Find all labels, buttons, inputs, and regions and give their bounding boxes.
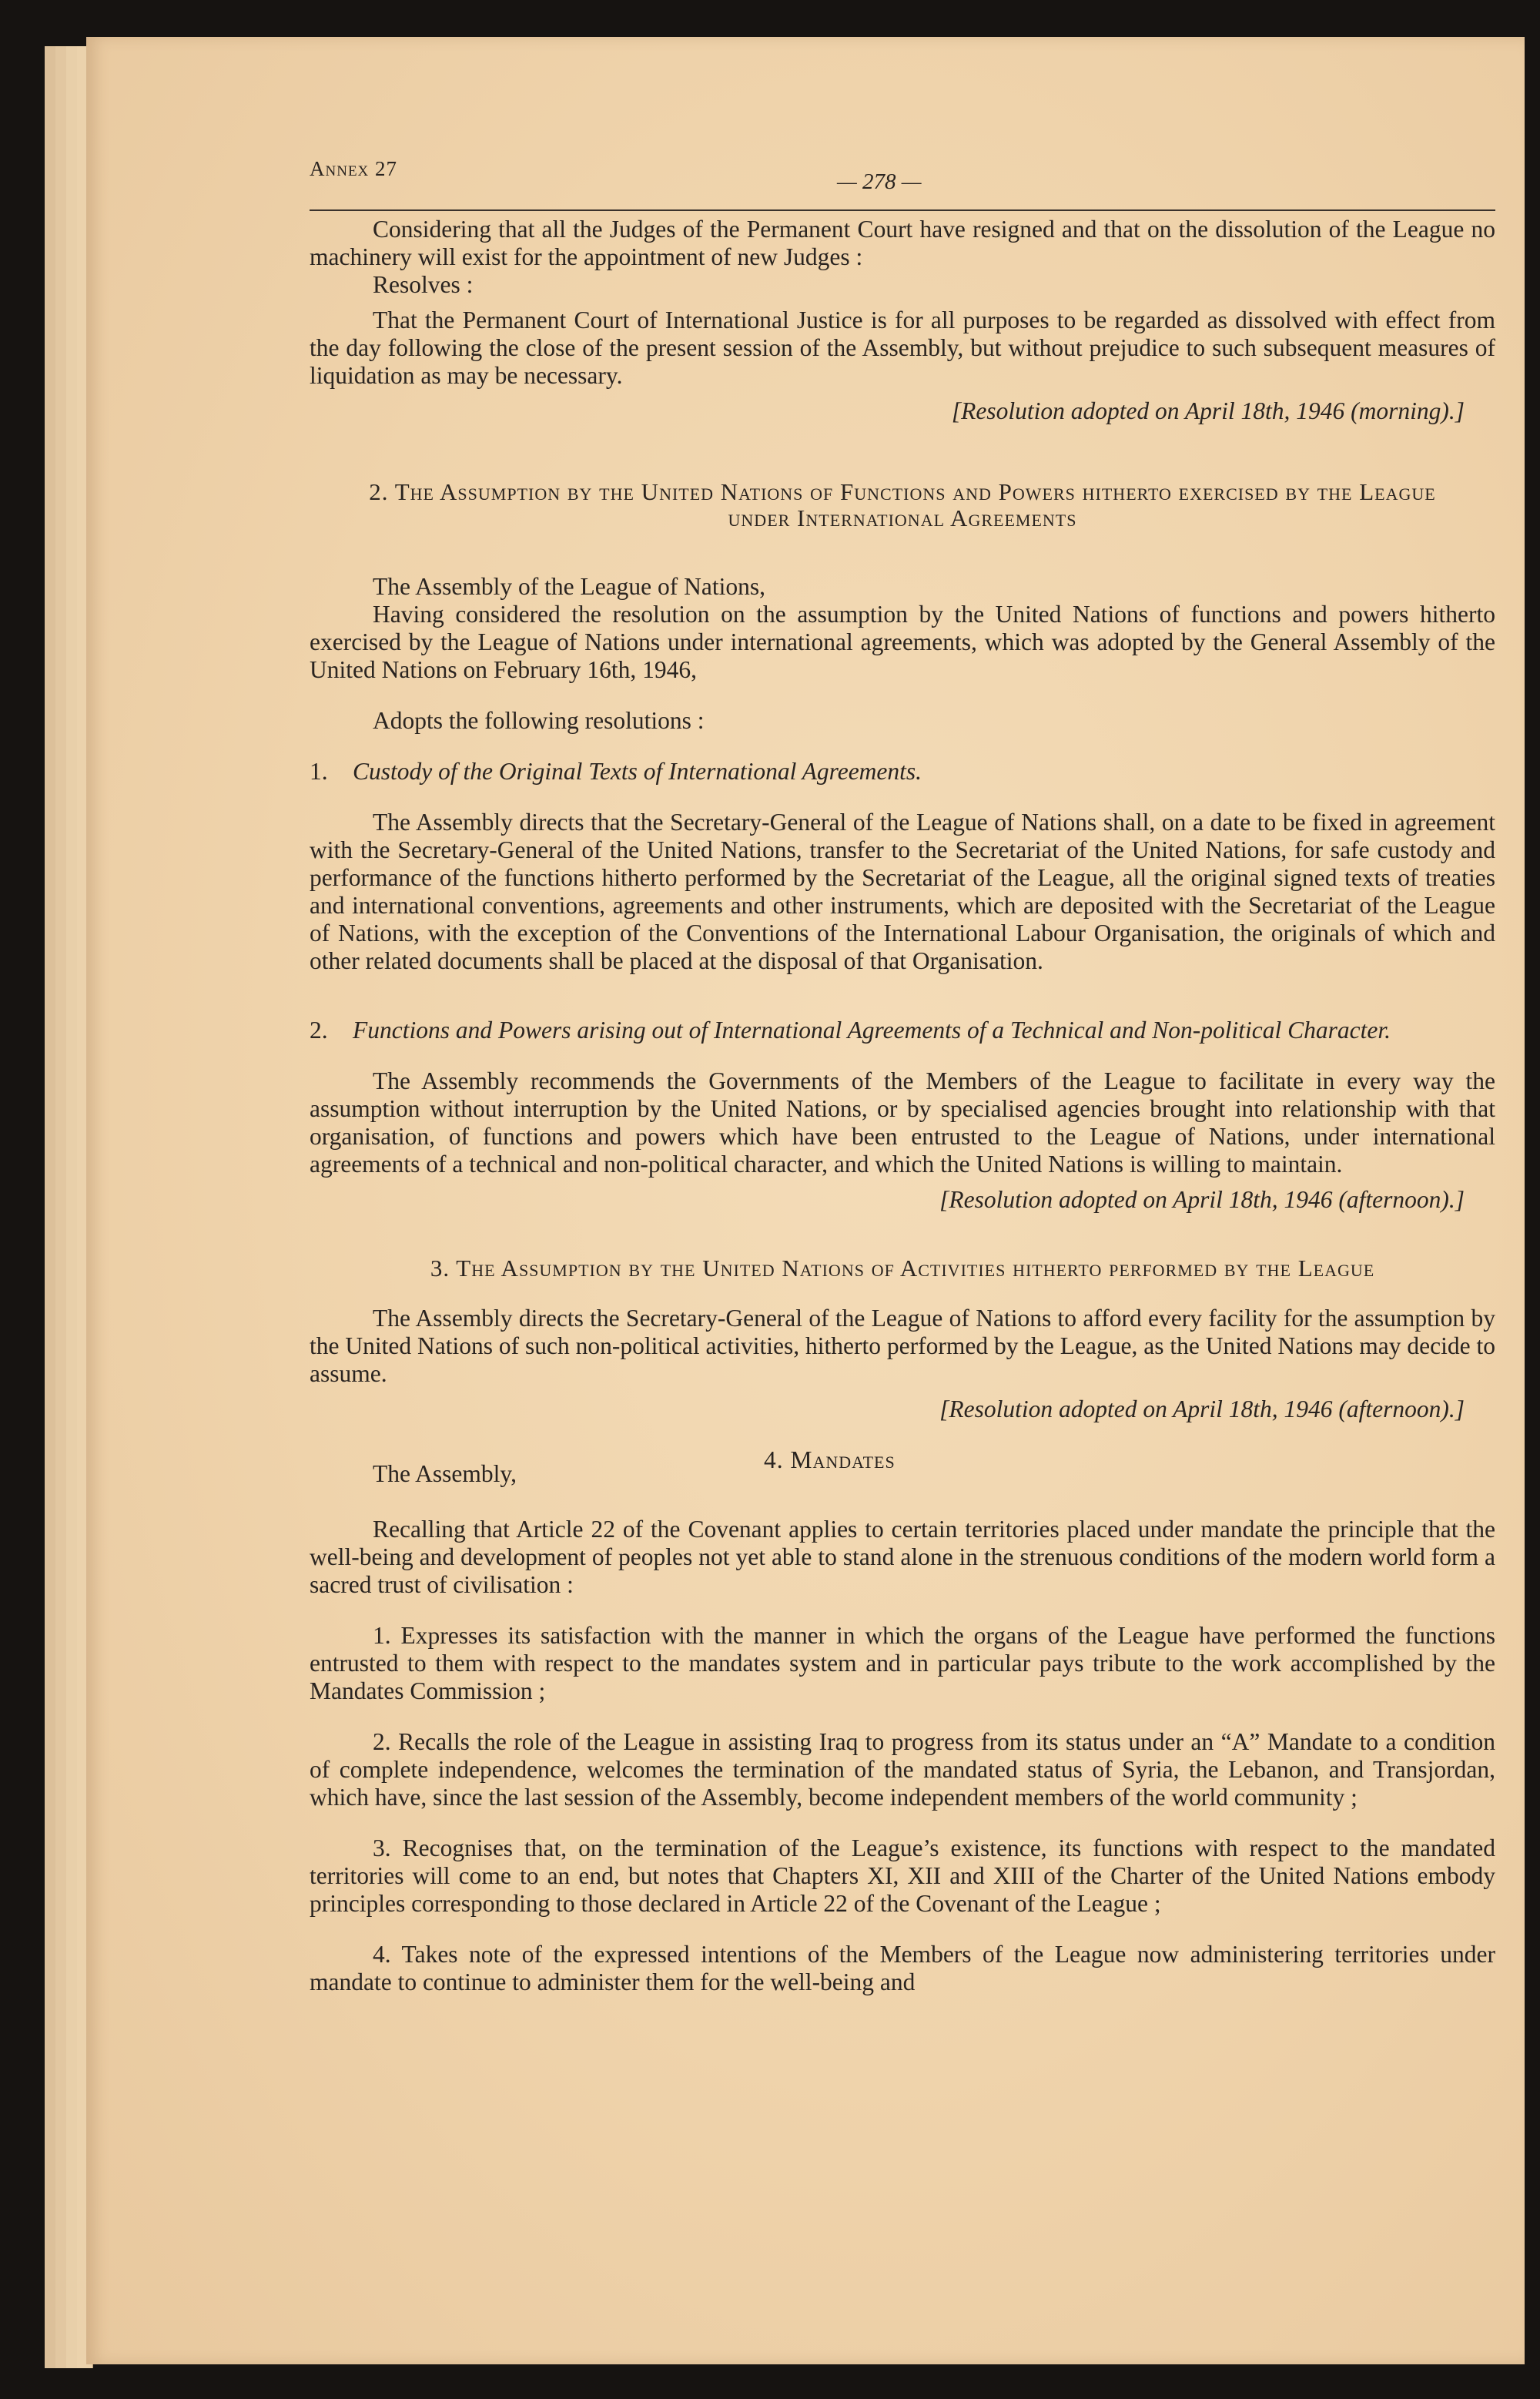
- paragraph: The Assembly directs the Secretary-General of the League of Nations to afford every facility for the assumption by the United Nations of such non-political activities, hitherto performed by the League, as the United Nations may decide to assume.: [310, 1305, 1495, 1387]
- annex-label: Annex 27: [310, 157, 398, 180]
- paragraph: That the Permanent Court of International Justice is for all purposes to be regarded as dissolved with effect from the day following the close of the present session of the Assembly, but without prejudice to such subsequent measures of liquidation as may be necessary.: [310, 307, 1495, 389]
- paragraph: Having considered the resolution on the assumption by the United Nations of functions and powers hitherto exercised by the League of Nations under international agreements, which was adopted by the General Assembly of the United Nations on February 16th, 1946,: [310, 601, 1495, 683]
- sub-heading-number: 2.: [310, 1017, 328, 1044]
- paragraph: 4. Takes note of the expressed intentions of the Members of the League now administering territories under mandate to continue to administer them for the well-being and: [310, 1941, 1495, 1995]
- section-heading: 4. Mandates: [764, 1446, 896, 1473]
- paragraph: 2. Recalls the role of the League in assisting Iraq to progress from its status under an “A” Mandate to a condition of complete independence, welcomes the termination of the mandated status of Syria, the Lebanon, and Transjordan, which have, since the last session of the Assembly, become independent members of the world community ;: [310, 1728, 1495, 1811]
- sub-heading: [310, 1017, 1495, 1044]
- paragraph: Resolves :: [373, 271, 474, 298]
- resolution-citation: [Resolution adopted on April 18th, 1946 (afternoon).]: [939, 1186, 1465, 1213]
- sub-heading-title: Functions and Powers arising out of International Agreements of a Technical and Non-political Character.: [353, 1017, 1391, 1044]
- resolution-citation: [Resolution adopted on April 18th, 1946 (afternoon).]: [939, 1396, 1465, 1422]
- page-number: — 278 —: [837, 169, 922, 194]
- paragraph: The Assembly,: [373, 1460, 517, 1487]
- sub-heading-title: Custody of the Original Texts of International Agreements.: [353, 758, 922, 785]
- section-heading: 3. The Assumption by the United Nations of Activities hitherto performed by the League: [430, 1255, 1375, 1282]
- paragraph: 3. Recognises that, on the termination of the League’s existence, its functions with respect to the mandated territories will come to an end, but notes that Chapters XI, XII and XIII of the Charter of the United Nations embody principles corresponding to those declared in Article 22 of the Covenant of the League ;: [310, 1834, 1495, 1917]
- page-header: [310, 152, 1495, 211]
- page-body: [310, 216, 1495, 1996]
- resolution-citation: [Resolution adopted on April 18th, 1946 (morning).]: [951, 397, 1465, 424]
- section-heading: 2. The Assumption by the United Nations of Functions and Powers hitherto exercised by the League under International Agreements: [369, 478, 1436, 531]
- paragraph: 1. Expresses its satisfaction with the manner in which the organs of the League have performed the functions entrusted to them with respect to the mandates system and in particular pays tribute to the work accomplished by the Mandates Commission ;: [310, 1622, 1495, 1704]
- paragraph: Recalling that Article 22 of the Covenant applies to certain territories placed under mandate the principle that the well-being and development of peoples not yet able to stand alone in the strenuous conditions of the modern world form a sacred trust of civilisation :: [310, 1516, 1495, 1598]
- sub-heading: [310, 758, 1495, 786]
- paragraph: The Assembly directs that the Secretary-General of the League of Nations shall, on a date to be fixed in agreement with the Secretary-General of the United Nations, transfer to the Secretariat of the United Nations, for safe custody and performance of the functions hitherto performed by the Secretariat of the League, all the original signed texts of treaties and international conventions, agreements and other instruments, which are deposited with the Secretariat of the League of Nations, with the exception of the Conventions of the International Labour Organisation, the originals of which and other related documents shall be placed at the disposal of that Organisation.: [310, 809, 1495, 974]
- paragraph: Considering that all the Judges of the Permanent Court have resigned and that on the dissolution of the League no machinery will exist for the appointment of new Judges :: [310, 216, 1495, 270]
- paragraph: The Assembly of the League of Nations,: [373, 573, 765, 600]
- paragraph: The Assembly recommends the Governments of the Members of the League to facilitate in every way the assumption without interruption by the United Nations, or by specialised agencies brought into relationship with that organisation, of functions and powers which have been entrusted to the League of Nations, under international agreements of a technical and non-political character, and which the United Nations is willing to maintain.: [310, 1067, 1495, 1178]
- paragraph: Adopts the following resolutions :: [373, 707, 705, 734]
- mandates-heading-row: [310, 1446, 1495, 1493]
- sub-heading-number: 1.: [310, 758, 328, 785]
- document-page: [86, 37, 1525, 2364]
